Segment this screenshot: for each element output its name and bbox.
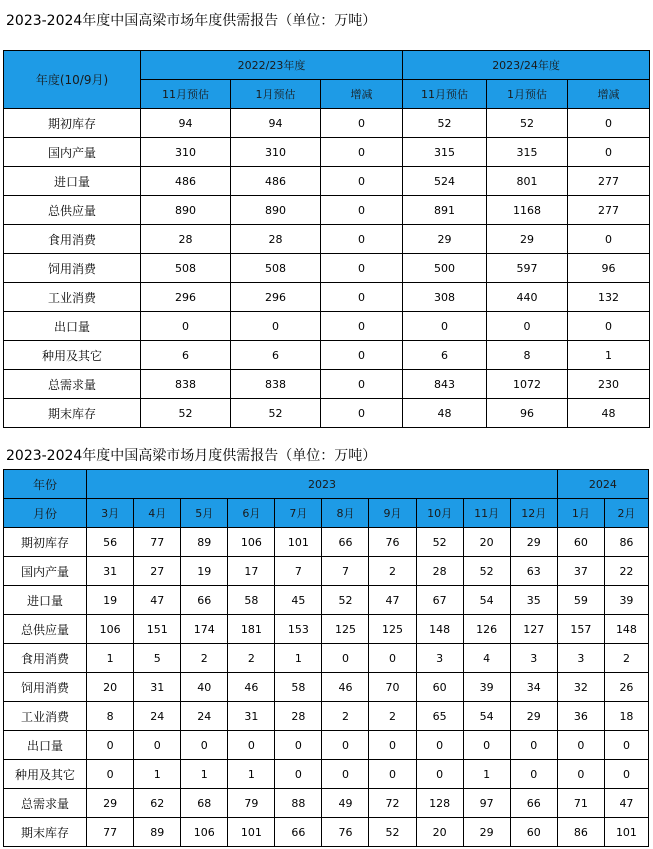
- row-label: 出口量: [4, 731, 87, 760]
- table-cell: 0: [568, 138, 650, 167]
- table-cell: 0: [321, 167, 403, 196]
- table-cell: 68: [181, 789, 228, 818]
- table-cell: 508: [141, 254, 231, 283]
- table-cell: 0: [604, 760, 648, 789]
- monthly-month-header: 5月: [181, 499, 228, 528]
- table-cell: 6: [231, 341, 321, 370]
- row-label: 饲用消费: [4, 673, 87, 702]
- table-cell: 843: [403, 370, 487, 399]
- annual-report-title: 2023-2024年度中国高梁市场年度供需报告（单位：万吨）: [6, 13, 377, 29]
- table-cell: 7: [322, 557, 369, 586]
- table-cell: 46: [228, 673, 275, 702]
- table-cell: 31: [228, 702, 275, 731]
- table-cell: 315: [487, 138, 568, 167]
- table-cell: 8: [487, 341, 568, 370]
- table-cell: 1168: [487, 196, 568, 225]
- table-cell: 132: [568, 283, 650, 312]
- table-cell: 60: [510, 818, 557, 847]
- table-row: [4, 789, 649, 818]
- table-cell: 524: [403, 167, 487, 196]
- table-cell: 296: [141, 283, 231, 312]
- table-cell: 17: [228, 557, 275, 586]
- table-cell: 0: [322, 731, 369, 760]
- table-cell: 22: [604, 557, 648, 586]
- table-cell: 0: [463, 731, 510, 760]
- table-cell: 0: [321, 196, 403, 225]
- table-cell: 26: [604, 673, 648, 702]
- table-cell: 24: [181, 702, 228, 731]
- table-cell: 89: [181, 528, 228, 557]
- table-cell: 0: [134, 731, 181, 760]
- table-cell: 28: [141, 225, 231, 254]
- table-cell: 0: [568, 225, 650, 254]
- table-cell: 46: [322, 673, 369, 702]
- monthly-month-header: 4月: [134, 499, 181, 528]
- table-cell: 76: [322, 818, 369, 847]
- annual-subheader: 11月预估: [403, 80, 487, 109]
- table-cell: 20: [463, 528, 510, 557]
- table-cell: 31: [87, 557, 134, 586]
- table-cell: 0: [510, 731, 557, 760]
- table-cell: 1: [463, 760, 510, 789]
- table-cell: 0: [322, 644, 369, 673]
- table-cell: 486: [141, 167, 231, 196]
- table-cell: 486: [231, 167, 321, 196]
- table-cell: 76: [369, 528, 416, 557]
- monthly-month-header: 2月: [604, 499, 648, 528]
- table-cell: 838: [231, 370, 321, 399]
- table-cell: 500: [403, 254, 487, 283]
- monthly-month-header: 10月: [416, 499, 463, 528]
- table-cell: 29: [463, 818, 510, 847]
- row-label: 总供应量: [4, 615, 87, 644]
- table-cell: 127: [510, 615, 557, 644]
- monthly-month-header: 6月: [228, 499, 275, 528]
- row-label: 出口量: [4, 312, 141, 341]
- monthly-report-title: 2023-2024年度中国高梁市场月度供需报告（单位：万吨）: [6, 448, 377, 464]
- table-cell: 101: [228, 818, 275, 847]
- table-cell: 58: [228, 586, 275, 615]
- table-row: [4, 312, 650, 341]
- table-cell: 66: [322, 528, 369, 557]
- table-cell: 66: [510, 789, 557, 818]
- table-cell: 101: [604, 818, 648, 847]
- table-cell: 0: [416, 760, 463, 789]
- table-row: [4, 818, 649, 847]
- table-cell: 48: [568, 399, 650, 428]
- table-cell: 70: [369, 673, 416, 702]
- table-cell: 2: [322, 702, 369, 731]
- table-cell: 66: [275, 818, 322, 847]
- table-cell: 6: [141, 341, 231, 370]
- table-cell: 3: [557, 644, 604, 673]
- table-cell: 52: [231, 399, 321, 428]
- annual-subheader: 1月预估: [487, 80, 568, 109]
- table-cell: 0: [231, 312, 321, 341]
- table-cell: 0: [568, 312, 650, 341]
- table-cell: 891: [403, 196, 487, 225]
- table-cell: 52: [322, 586, 369, 615]
- table-row: [4, 225, 650, 254]
- table-cell: 125: [322, 615, 369, 644]
- table-cell: 2: [181, 644, 228, 673]
- table-cell: 52: [141, 399, 231, 428]
- table-cell: 2: [369, 557, 416, 586]
- row-label: 期初库存: [4, 109, 141, 138]
- table-cell: 0: [228, 731, 275, 760]
- table-cell: 18: [604, 702, 648, 731]
- table-cell: 0: [487, 312, 568, 341]
- table-cell: 0: [321, 399, 403, 428]
- table-cell: 0: [275, 760, 322, 789]
- table-cell: 96: [487, 399, 568, 428]
- row-label: 国内产量: [4, 557, 87, 586]
- table-cell: 890: [231, 196, 321, 225]
- table-row: [4, 644, 649, 673]
- table-cell: 29: [487, 225, 568, 254]
- table-cell: 0: [568, 109, 650, 138]
- table-cell: 0: [322, 760, 369, 789]
- table-cell: 310: [231, 138, 321, 167]
- table-cell: 0: [141, 312, 231, 341]
- table-cell: 97: [463, 789, 510, 818]
- monthly-month-header: 8月: [322, 499, 369, 528]
- table-cell: 0: [369, 760, 416, 789]
- table-cell: 0: [321, 370, 403, 399]
- table-cell: 0: [604, 731, 648, 760]
- table-cell: 31: [134, 673, 181, 702]
- table-cell: 296: [231, 283, 321, 312]
- annual-subheader: 1月预估: [231, 80, 321, 109]
- monthly-month-header: 9月: [369, 499, 416, 528]
- table-cell: 153: [275, 615, 322, 644]
- table-cell: 0: [403, 312, 487, 341]
- table-cell: 34: [510, 673, 557, 702]
- table-cell: 0: [321, 109, 403, 138]
- row-label: 总需求量: [4, 370, 141, 399]
- row-label: 工业消费: [4, 283, 141, 312]
- table-cell: 0: [321, 341, 403, 370]
- table-cell: 29: [510, 528, 557, 557]
- table-cell: 6: [403, 341, 487, 370]
- table-row: [4, 196, 650, 225]
- table-cell: 0: [369, 644, 416, 673]
- table-cell: 0: [557, 731, 604, 760]
- monthly-year-header-2024: 2024: [557, 470, 648, 499]
- table-cell: 1: [134, 760, 181, 789]
- table-cell: 125: [369, 615, 416, 644]
- table-cell: 47: [604, 789, 648, 818]
- table-cell: 0: [369, 731, 416, 760]
- table-cell: 174: [181, 615, 228, 644]
- table-cell: 0: [275, 731, 322, 760]
- table-cell: 28: [231, 225, 321, 254]
- row-label: 饲用消费: [4, 254, 141, 283]
- table-cell: 890: [141, 196, 231, 225]
- table-cell: 54: [463, 702, 510, 731]
- table-cell: 65: [416, 702, 463, 731]
- table-cell: 3: [510, 644, 557, 673]
- table-cell: 71: [557, 789, 604, 818]
- table-cell: 94: [231, 109, 321, 138]
- table-row: [4, 167, 650, 196]
- table-cell: 19: [181, 557, 228, 586]
- table-cell: 29: [87, 789, 134, 818]
- table-cell: 308: [403, 283, 487, 312]
- table-cell: 52: [487, 109, 568, 138]
- annual-subheader: 增减: [568, 80, 650, 109]
- table-cell: 801: [487, 167, 568, 196]
- table-cell: 2: [604, 644, 648, 673]
- table-row: [4, 109, 650, 138]
- table-row: [4, 673, 649, 702]
- table-cell: 0: [321, 254, 403, 283]
- table-cell: 35: [510, 586, 557, 615]
- annual-subheader: 11月预估: [141, 80, 231, 109]
- table-cell: 77: [134, 528, 181, 557]
- monthly-month-header-label: 月份: [4, 499, 87, 528]
- table-cell: 0: [87, 731, 134, 760]
- table-cell: 1: [275, 644, 322, 673]
- row-label: 工业消费: [4, 702, 87, 731]
- row-label: 期末库存: [4, 818, 87, 847]
- table-cell: 277: [568, 167, 650, 196]
- table-cell: 5: [134, 644, 181, 673]
- table-cell: 148: [604, 615, 648, 644]
- table-cell: 508: [231, 254, 321, 283]
- table-cell: 1: [228, 760, 275, 789]
- row-label: 食用消费: [4, 225, 141, 254]
- table-cell: 56: [87, 528, 134, 557]
- table-cell: 0: [416, 731, 463, 760]
- table-cell: 32: [557, 673, 604, 702]
- table-cell: 94: [141, 109, 231, 138]
- table-cell: 157: [557, 615, 604, 644]
- table-cell: 106: [181, 818, 228, 847]
- table-cell: 1: [87, 644, 134, 673]
- table-cell: 60: [557, 528, 604, 557]
- table-cell: 0: [557, 760, 604, 789]
- table-cell: 63: [510, 557, 557, 586]
- table-cell: 20: [87, 673, 134, 702]
- table-row: [4, 586, 649, 615]
- annual-corner-header: 年度(10/9月): [4, 51, 141, 109]
- annual-group-header-2023-24: 2023/24年度: [403, 51, 650, 80]
- table-cell: 3: [416, 644, 463, 673]
- table-cell: 79: [228, 789, 275, 818]
- table-row: [4, 341, 650, 370]
- table-cell: 106: [87, 615, 134, 644]
- annual-group-header-2022-23: 2022/23年度: [141, 51, 403, 80]
- table-cell: 24: [134, 702, 181, 731]
- table-row: [4, 702, 649, 731]
- table-cell: 151: [134, 615, 181, 644]
- table-cell: 72: [369, 789, 416, 818]
- monthly-month-header: 1月: [557, 499, 604, 528]
- row-label: 国内产量: [4, 138, 141, 167]
- annual-subheader: 增减: [321, 80, 403, 109]
- row-label: 种用及其它: [4, 760, 87, 789]
- table-cell: 52: [403, 109, 487, 138]
- table-cell: 59: [557, 586, 604, 615]
- table-cell: 1072: [487, 370, 568, 399]
- table-cell: 230: [568, 370, 650, 399]
- table-cell: 48: [403, 399, 487, 428]
- table-cell: 838: [141, 370, 231, 399]
- table-cell: 40: [181, 673, 228, 702]
- table-cell: 29: [510, 702, 557, 731]
- table-row: [4, 138, 650, 167]
- table-cell: 45: [275, 586, 322, 615]
- table-cell: 0: [87, 760, 134, 789]
- table-cell: 28: [416, 557, 463, 586]
- table-cell: 148: [416, 615, 463, 644]
- monthly-year-header-label: 年份: [4, 470, 87, 499]
- table-row: [4, 283, 650, 312]
- table-cell: 20: [416, 818, 463, 847]
- table-cell: 1: [181, 760, 228, 789]
- table-cell: 54: [463, 586, 510, 615]
- table-cell: 597: [487, 254, 568, 283]
- table-cell: 47: [369, 586, 416, 615]
- table-cell: 89: [134, 818, 181, 847]
- table-row: [4, 254, 650, 283]
- table-cell: 126: [463, 615, 510, 644]
- table-cell: 0: [181, 731, 228, 760]
- row-label: 种用及其它: [4, 341, 141, 370]
- monthly-year-header-2023: 2023: [87, 470, 558, 499]
- table-cell: 2: [228, 644, 275, 673]
- table-cell: 60: [416, 673, 463, 702]
- table-cell: 62: [134, 789, 181, 818]
- table-cell: 315: [403, 138, 487, 167]
- table-cell: 39: [463, 673, 510, 702]
- table-row: [4, 731, 649, 760]
- table-cell: 1: [568, 341, 650, 370]
- monthly-month-header: 3月: [87, 499, 134, 528]
- table-cell: 37: [557, 557, 604, 586]
- table-cell: 128: [416, 789, 463, 818]
- table-cell: 39: [604, 586, 648, 615]
- table-cell: 7: [275, 557, 322, 586]
- table-cell: 47: [134, 586, 181, 615]
- table-row: [4, 528, 649, 557]
- table-cell: 0: [321, 283, 403, 312]
- table-cell: 2: [369, 702, 416, 731]
- table-cell: 310: [141, 138, 231, 167]
- table-cell: 27: [134, 557, 181, 586]
- table-cell: 440: [487, 283, 568, 312]
- table-cell: 52: [369, 818, 416, 847]
- row-label: 期初库存: [4, 528, 87, 557]
- table-cell: 0: [321, 312, 403, 341]
- table-row: [4, 557, 649, 586]
- table-cell: 0: [510, 760, 557, 789]
- table-row: [4, 399, 650, 428]
- table-cell: 96: [568, 254, 650, 283]
- table-cell: 67: [416, 586, 463, 615]
- row-label: 进口量: [4, 586, 87, 615]
- table-cell: 101: [275, 528, 322, 557]
- monthly-month-header: 11月: [463, 499, 510, 528]
- table-cell: 0: [321, 225, 403, 254]
- table-cell: 86: [604, 528, 648, 557]
- row-label: 总供应量: [4, 196, 141, 225]
- table-cell: 19: [87, 586, 134, 615]
- table-cell: 88: [275, 789, 322, 818]
- monthly-month-header: 7月: [275, 499, 322, 528]
- table-cell: 106: [228, 528, 275, 557]
- table-row: [4, 760, 649, 789]
- table-row: [4, 615, 649, 644]
- table-cell: 66: [181, 586, 228, 615]
- table-cell: 52: [416, 528, 463, 557]
- table-cell: 52: [463, 557, 510, 586]
- table-cell: 77: [87, 818, 134, 847]
- table-cell: 49: [322, 789, 369, 818]
- table-cell: 4: [463, 644, 510, 673]
- table-cell: 29: [403, 225, 487, 254]
- table-cell: 28: [275, 702, 322, 731]
- table-cell: 36: [557, 702, 604, 731]
- row-label: 食用消费: [4, 644, 87, 673]
- monthly-month-header: 12月: [510, 499, 557, 528]
- row-label: 总需求量: [4, 789, 87, 818]
- table-cell: 8: [87, 702, 134, 731]
- table-cell: 277: [568, 196, 650, 225]
- table-cell: 58: [275, 673, 322, 702]
- annual-supply-demand-table: [3, 50, 650, 428]
- row-label: 期末库存: [4, 399, 141, 428]
- table-row: [4, 370, 650, 399]
- monthly-supply-demand-table: [3, 469, 649, 847]
- table-cell: 181: [228, 615, 275, 644]
- table-cell: 86: [557, 818, 604, 847]
- row-label: 进口量: [4, 167, 141, 196]
- table-cell: 0: [321, 138, 403, 167]
